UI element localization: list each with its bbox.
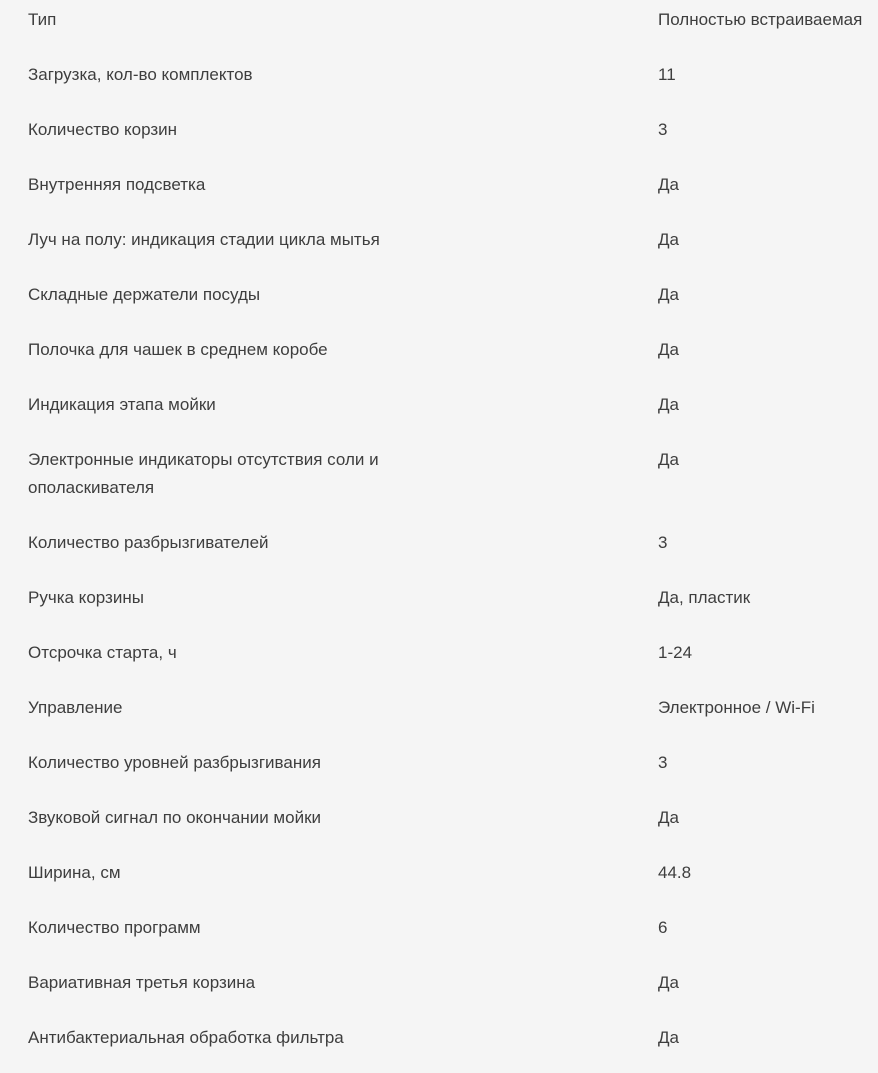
spec-label: Количество уровней разбрызгивания bbox=[28, 753, 321, 772]
spec-value: 6 bbox=[658, 918, 668, 937]
spec-row bbox=[28, 798, 850, 853]
spec-value: 3 bbox=[658, 120, 668, 139]
spec-value: Да bbox=[658, 230, 679, 249]
spec-label: Количество разбрызгивателей bbox=[28, 533, 269, 552]
spec-row bbox=[28, 110, 850, 165]
spec-row bbox=[28, 0, 863, 55]
spec-row bbox=[28, 440, 850, 523]
spec-row bbox=[28, 688, 850, 743]
spec-label: Тип bbox=[28, 10, 57, 29]
spec-row bbox=[28, 385, 850, 440]
spec-value: Да bbox=[658, 1028, 679, 1047]
spec-row bbox=[28, 330, 850, 385]
spec-value: Полностью встраиваемая bbox=[658, 10, 863, 29]
spec-value: Да bbox=[658, 450, 679, 469]
spec-row bbox=[28, 743, 850, 798]
spec-label: Индикация этапа мойки bbox=[28, 395, 216, 414]
spec-value: Да bbox=[658, 973, 679, 992]
spec-value: Да bbox=[658, 285, 679, 304]
spec-value: Электронное / Wi-Fi bbox=[658, 698, 815, 717]
spec-value: Да bbox=[658, 340, 679, 359]
spec-value: 3 bbox=[658, 753, 668, 772]
spec-label: Звуковой сигнал по окончании мойки bbox=[28, 808, 322, 827]
spec-label: Ширина, см bbox=[28, 863, 121, 882]
spec-label: Вариативная третья корзина bbox=[28, 973, 256, 992]
spec-value: Да, пластик bbox=[658, 588, 751, 607]
spec-value: Да bbox=[658, 395, 679, 414]
spec-value: 3 bbox=[658, 533, 668, 552]
spec-row bbox=[28, 633, 850, 688]
spec-label: Луч на полу: индикация стадии цикла мытья bbox=[28, 230, 380, 249]
spec-row bbox=[28, 578, 850, 633]
spec-label: Отсрочка старта, ч bbox=[28, 643, 177, 662]
spec-value: 1-24 bbox=[658, 643, 693, 662]
spec-row bbox=[28, 55, 850, 110]
spec-row bbox=[28, 275, 850, 330]
spec-value: Да bbox=[658, 808, 679, 827]
spec-row bbox=[28, 220, 850, 275]
spec-value: Да bbox=[658, 175, 679, 194]
spec-label: Количество программ bbox=[28, 918, 201, 937]
spec-label: Ручка корзины bbox=[28, 588, 144, 607]
spec-label: Электронные индикаторы отсутствия соли и ополаскивателя bbox=[28, 450, 379, 497]
spec-label: Складные держатели посуды bbox=[28, 285, 261, 304]
spec-label: Количество корзин bbox=[28, 120, 178, 139]
spec-label: Управление bbox=[28, 698, 123, 717]
spec-label: Полочка для чашек в среднем коробе bbox=[28, 340, 328, 359]
spec-row bbox=[28, 963, 850, 1018]
spec-row bbox=[28, 523, 850, 578]
spec-label: Загрузка, кол-во комплектов bbox=[28, 65, 253, 84]
spec-value: 11 bbox=[658, 65, 676, 84]
spec-row bbox=[28, 1018, 850, 1073]
spec-row bbox=[28, 853, 850, 908]
spec-row bbox=[28, 165, 850, 220]
spec-value: 44.8 bbox=[658, 863, 692, 882]
spec-label: Антибактериальная обработка фильтра bbox=[28, 1028, 344, 1047]
spec-label: Внутренняя подсветка bbox=[28, 175, 206, 194]
spec-row bbox=[28, 908, 850, 963]
